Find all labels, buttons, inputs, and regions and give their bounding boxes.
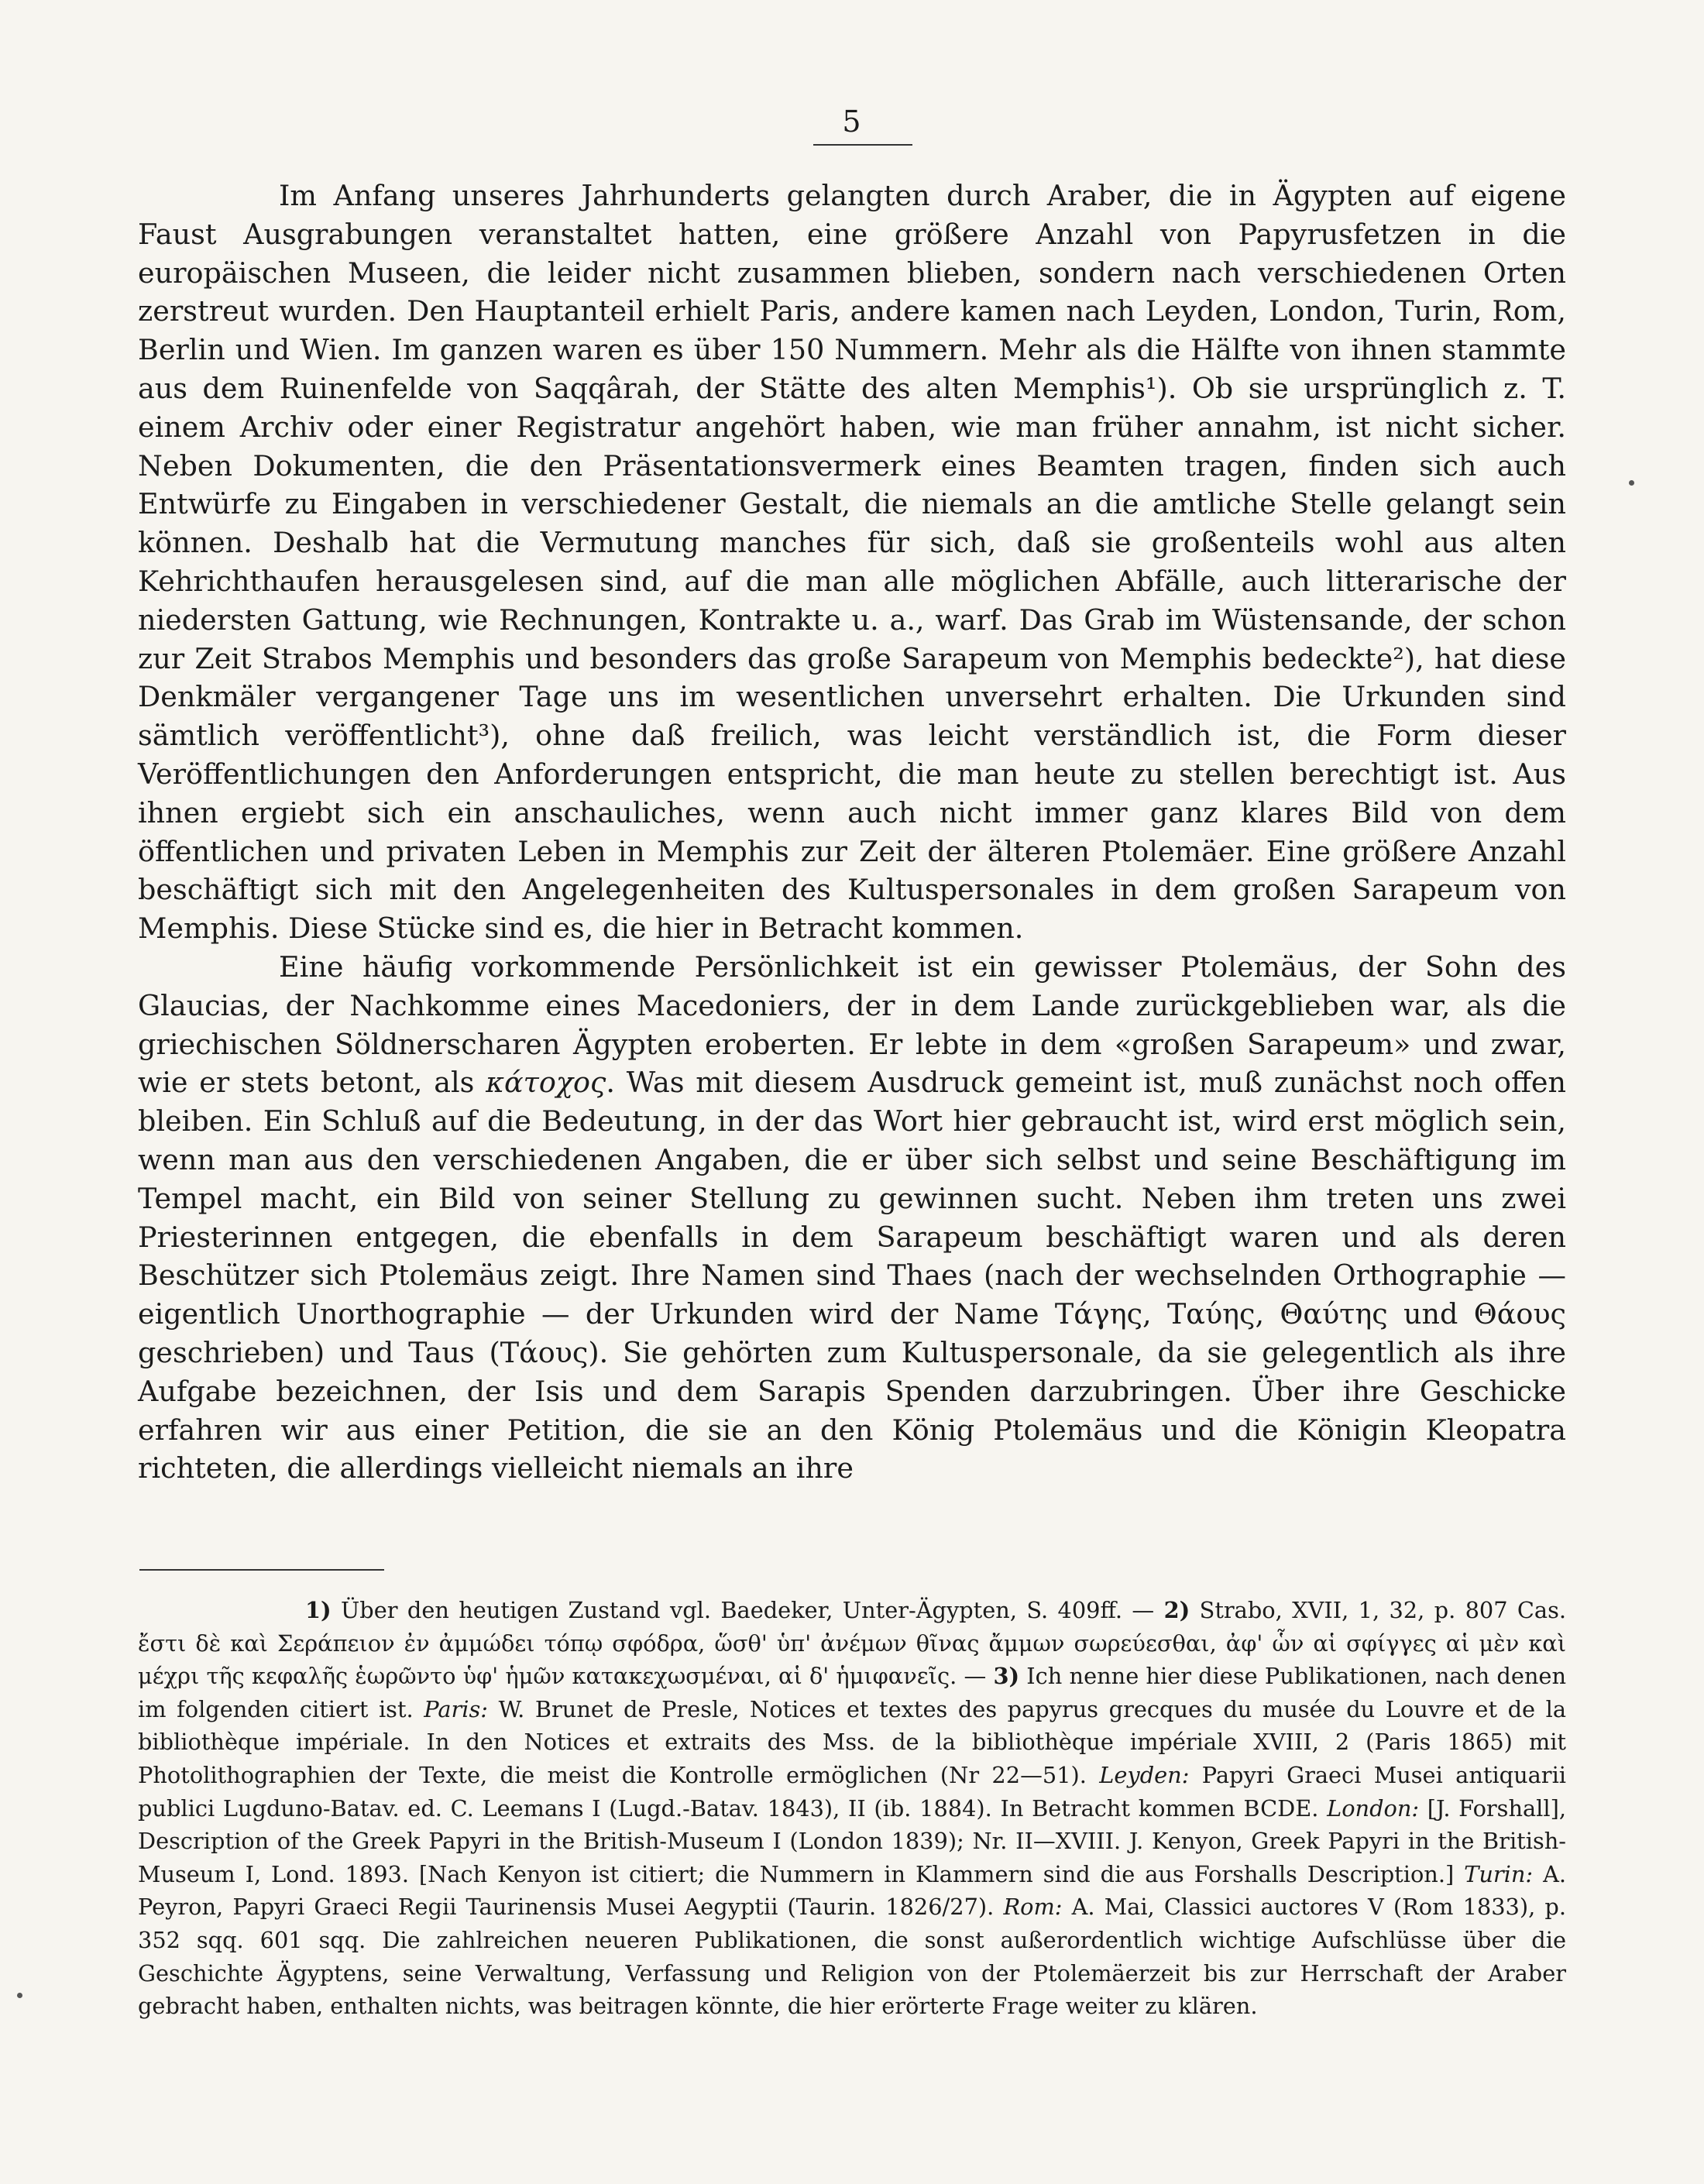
footnote-3-rom: A. Mai, Classici auctores V (Rom 1833), p. 352 sqq. 601 sqq. Die zahlreichen neueren Publikationen, die sonst außerordentlich wichtige Aufschlüsse über die Geschichte Ägyptens, seine Verwaltung, Verfassung und Religion von der Ptolemäerzeit bis zur Herrschaft der Araber gebracht haben, enthalten nichts, was beitragen könnte, die hier erörterte Frage weiter zu klären. xyxy=(138,1894,1566,2020)
paragraph-2-part-a: Eine häufig vorkommende Persönlichkeit ist ein gewisser Ptolemäus, der Sohn des Glaucias, der Nachkomme eines Macedoniers, der in dem Lande zurückgeblieben war, als die griechischen Söldnerscharen Ägypten eroberten. Er lebte in dem «großen Sarapeum» und zwar, wie er stets betont, als xyxy=(138,949,1566,1100)
footnote-rule xyxy=(139,1569,384,1571)
footnote-label-rom: Rom: xyxy=(1003,1894,1063,1921)
footnote-label-london: London: xyxy=(1327,1794,1420,1822)
greek-names: Τάγης, Ταύης, Θαύτης xyxy=(1054,1297,1388,1331)
paragraph-1: Im Anfang unseres Jahrhunderts gelangten durch Araber, die in Ägypten auf eigene Faust Ausgrabungen veranstaltet hatten, eine größere Anzahl von Papyrusfetzen in die europäischen Museen, die leider nicht zusammen blieben, sondern nach verschiedenen Orten zerstreut wurden. Den Hauptanteil erhielt Paris, andere kamen nach Leyden, London, Turin, Rom, Berlin und Wien. Im ganzen waren es über 150 Nummern. Mehr als die Hälfte von ihnen stammte aus dem Ruinenfelde von Saqqârah, der Stätte des alten Memphis¹). Ob sie ursprünglich z. T. einem Archiv oder einer Registratur angehört haben, wie man früher annahm, ist nicht sicher. Neben Dokumenten, die den Präsentationsvermerk eines Beamten tragen, finden sich auch Entwürfe zu Eingaben in verschiedener Gestalt, die niemals an die amtliche Stelle gelangt sein können. Deshalb hat die Vermutung manches für sich, daß sie großenteils wohl aus alten Kehrichthaufen herausgelesen sind, auf die man alle möglichen Abfälle, auch litterarische der niedersten Gattung, wie Rechnungen, Kontrakte u. a., warf. Das Grab im Wüstensande, der schon zur Zeit Strabos Memphis und besonders das große Sarapeum von Memphis bedeckte²), hat diese Denkmäler vergangener Tage uns im wesentlichen unversehrt erhalten. Die Urkunden sind sämtlich veröffentlicht³), ohne daß freilich, was leicht verständlich ist, die Form dieser Veröffentlichungen den Anforderungen entspricht, die man heute zu stellen berechtigt ist. Aus ihnen ergiebt sich ein anschauliches, wenn auch nicht immer ganz klares Bild von dem öffentlichen und privaten Leben in Memphis zur Zeit der älteren Ptolemäer. Eine größere Anzahl beschäftigt sich mit den Angelegenheiten des Kultuspersonales in dem großen Sarapeum von Memphis. Diese Stücke sind es, die hier in Betracht kommen. xyxy=(138,179,1566,946)
footnote-label-leyden: Leyden: xyxy=(1099,1761,1190,1788)
footnote-3-london: [J. Forshall], Description of the Greek Papyri in the British-Museum I (London 1839); Nr. II—XVIII. J. Kenyon, Greek Papyri in the British-Museum I, Lond. 1893. [Nach Kenyon ist citiert; die Nummern in Klammern sind die aus Forshalls Description.] xyxy=(138,1794,1566,1887)
footnote-label-turin: Turin: xyxy=(1464,1860,1534,1887)
footnote-dash: — xyxy=(964,1663,987,1690)
greek-term-katochos: κάτοχος xyxy=(486,1066,606,1100)
footnote-3-turin: A. Peyron, Papyri Graeci Regii Taurinensis Musei Aegyptii (Taurin. 1826/27). xyxy=(138,1860,1567,1921)
paragraph-2-part-e: ). Sie gehörten zum Kultuspersonale, da sie gelegentlich als ihre Aufgabe bezeichnen, der Isis und dem Sarapis Spenden darzubringen. Über ihre Geschicke erfahren wir aus einer Petition, die sie an den König Ptolemäus und die Königin Kleopatra richteten, die allerdings vielleicht niemals an ihre xyxy=(138,1335,1566,1485)
body-text xyxy=(138,177,1566,1488)
paragraph-2-part-d: geschrieben) und Taus ( xyxy=(138,1335,500,1369)
footnote-2-greek-quote: ἔστι δὲ καὶ Σεράπειον ἐν ἀμμώδει τόπῳ σφόδρα, ὥσθ' ὑπ' ἀνέμων θῖνας ἄμμων σωρεύεσθαι, ἀφ' ὧν αἱ σφίγγες αἱ μὲν καὶ μέχρι τῆς κεφαλῆς ἑωρῶντο ὑφ' ἡμῶν κατακεχωσμέναι, αἱ δ' ἡμιφανεῖς. xyxy=(138,1629,1566,1690)
footnote-2-number: 2) xyxy=(1163,1597,1190,1623)
footnote-3-paris: W. Brunet de Presle, Notices et textes des papyrus grecques du musée du Louvre et de la bibliothèque impériale. In den Notices et extraits des Mss. de la bibliothèque impériale XVIII, 2 (Paris 1865) mit Photolithographien der Texte, die meist die Kontrolle ermöglichen (Nr 22—51). xyxy=(138,1695,1567,1788)
paragraph-2 xyxy=(138,948,1566,1488)
header-rule xyxy=(813,144,912,146)
scan-speck xyxy=(17,1993,22,1998)
footnote-1-text: Über den heutigen Zustand vgl. Baedeker, Unter-Ägypten, S. 409ff. — xyxy=(341,1597,1155,1623)
footnote-block xyxy=(138,1594,1566,2023)
paragraph-2-part-c: und xyxy=(1403,1297,1458,1331)
greek-name-taous: Τάους xyxy=(500,1335,589,1369)
footnotes xyxy=(138,1594,1566,2023)
footnote-3-intro: Ich nenne hier diese Publikationen, nach denen im folgenden citiert ist. xyxy=(138,1663,1567,1722)
scan-speck xyxy=(1629,480,1634,486)
footnote-3-number: 3) xyxy=(993,1663,1020,1690)
footnote-label-paris: Paris: xyxy=(424,1695,488,1722)
paragraph-2-part-b: . Was mit diesem Ausdruck gemeint ist, muß zunächst noch offen bleiben. Ein Schluß auf die Bedeutung, in der das Wort hier gebraucht ist, wird erst möglich sein, wenn man aus den verschiedenen Angaben, die er über sich selbst und seine Beschäftigung im Tempel macht, ein Bild von seiner Stellung zu gewinnen sucht. Neben ihm treten uns zwei Priesterinnen entgegen, die ebenfalls in dem Sarapeum beschäftigt waren und als deren Beschützer sich Ptolemäus zeigt. Ihre Namen sind Thaes (nach der wechselnden Orthographie — eigentlich Unorthographie — der Urkunden wird der Name xyxy=(138,1066,1566,1331)
page-number: 5 xyxy=(842,105,862,139)
footnote-2-text: Strabo, XVII, 1, 32, p. 807 Cas. xyxy=(1199,1597,1567,1623)
footnote-3-leyden: Papyri Graeci Musei antiquarii publici Lugduno-Batav. ed. C. Leemans I (Lugd.-Batav. 1843), II (ib. 1884). In Betracht kommen BCDE. xyxy=(138,1761,1566,1822)
greek-name-thaous: Θάους xyxy=(1473,1297,1566,1331)
footnote-1-number: 1) xyxy=(305,1597,332,1623)
